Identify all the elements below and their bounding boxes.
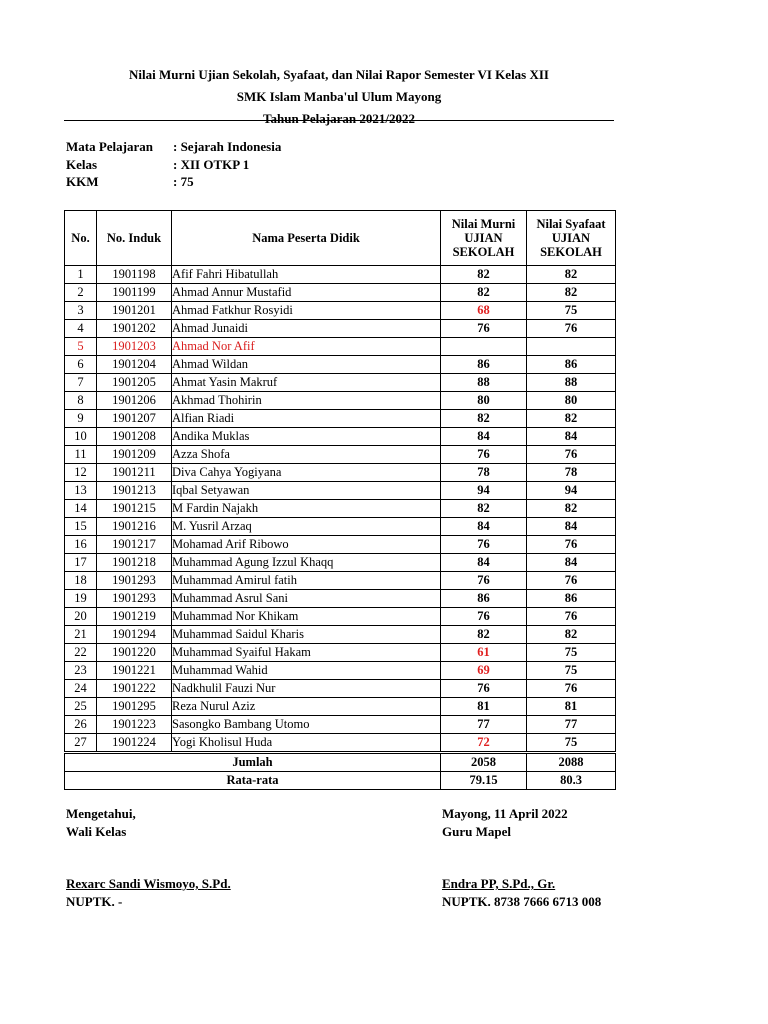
cell-no: 23 [65, 662, 97, 680]
cell-nilai-murni: 94 [441, 482, 527, 500]
cell-no: 6 [65, 356, 97, 374]
table-header-row [65, 211, 616, 266]
header-line: SEKOLAH [452, 245, 515, 259]
cell-nilai-syafaat: 76 [527, 320, 616, 338]
table-row [65, 662, 616, 680]
table-row [65, 482, 616, 500]
sign-left-line2: Wali Kelas [66, 824, 127, 839]
rata-row [65, 772, 616, 790]
cell-nilai-syafaat: 76 [527, 446, 616, 464]
cell-no: 5 [65, 338, 97, 356]
cell-no: 22 [65, 644, 97, 662]
cell-nama: Azza Shofa [172, 446, 441, 464]
table-row [65, 302, 616, 320]
cell-nama: Muhammad Wahid [172, 662, 441, 680]
header-line: Nilai Syafaat [536, 217, 606, 231]
cell-nama: Mohamad Arif Ribowo [172, 536, 441, 554]
table-row [65, 320, 616, 338]
cell-induk: 1901294 [97, 626, 172, 644]
cell-no: 10 [65, 428, 97, 446]
rata-label: Rata-rata [65, 772, 441, 790]
cell-induk: 1901208 [97, 428, 172, 446]
cell-nilai-murni: 76 [441, 680, 527, 698]
cell-induk: 1901218 [97, 554, 172, 572]
cell-induk: 1901209 [97, 446, 172, 464]
cell-induk: 1901222 [97, 680, 172, 698]
cell-nilai-murni: 82 [441, 266, 527, 284]
cell-induk: 1901211 [97, 464, 172, 482]
cell-nilai-syafaat: 82 [527, 410, 616, 428]
meta-key: Mata Pelajaran [66, 139, 154, 154]
cell-induk: 1901223 [97, 716, 172, 734]
cell-nilai-syafaat [527, 338, 616, 356]
cell-nama: Akhmad Thohirin [172, 392, 441, 410]
table-row [65, 392, 616, 410]
cell-induk: 1901221 [97, 662, 172, 680]
cell-nama: Yogi Kholisul Huda [172, 734, 441, 753]
jumlah-label: Jumlah [65, 753, 441, 772]
cell-induk: 1901217 [97, 536, 172, 554]
cell-induk: 1901203 [97, 338, 172, 356]
cell-nilai-murni: 77 [441, 716, 527, 734]
cell-induk: 1901206 [97, 392, 172, 410]
header-nilai-syafaat [527, 211, 616, 266]
cell-no: 20 [65, 608, 97, 626]
cell-induk: 1901198 [97, 266, 172, 284]
cell-nilai-syafaat: 75 [527, 644, 616, 662]
cell-nama: Muhammad Syaiful Hakam [172, 644, 441, 662]
title-line-3: Tahun Pelajaran 2021/2022 [263, 111, 415, 126]
cell-nilai-syafaat: 94 [527, 482, 616, 500]
signature-left [66, 805, 231, 911]
cell-induk: 1901213 [97, 482, 172, 500]
cell-nilai-syafaat: 86 [527, 356, 616, 374]
cell-induk: 1901219 [97, 608, 172, 626]
title-divider [64, 120, 614, 121]
cell-nilai-syafaat: 78 [527, 464, 616, 482]
cell-nama: Ahmat Yasin Makruf [172, 374, 441, 392]
cell-induk: 1901293 [97, 572, 172, 590]
cell-induk: 1901295 [97, 698, 172, 716]
meta-key: KKM [66, 174, 99, 189]
table-row [65, 518, 616, 536]
cell-induk: 1901224 [97, 734, 172, 753]
cell-nilai-syafaat: 80 [527, 392, 616, 410]
cell-nilai-syafaat: 84 [527, 554, 616, 572]
cell-nilai-syafaat: 76 [527, 572, 616, 590]
header-line: SEKOLAH [540, 245, 602, 259]
cell-no: 9 [65, 410, 97, 428]
cell-no: 8 [65, 392, 97, 410]
meta-kkm [66, 173, 281, 191]
cell-nama: Muhammad Amirul fatih [172, 572, 441, 590]
table-row [65, 428, 616, 446]
table-row [65, 716, 616, 734]
cell-nilai-syafaat: 76 [527, 680, 616, 698]
cell-nilai-murni [441, 338, 527, 356]
table-row [65, 734, 616, 753]
cell-nilai-syafaat: 84 [527, 518, 616, 536]
signature-right [442, 805, 601, 911]
cell-nama: Ahmad Wildan [172, 356, 441, 374]
cell-no: 26 [65, 716, 97, 734]
header-nama: Nama Peserta Didik [172, 211, 441, 266]
cell-induk: 1901220 [97, 644, 172, 662]
cell-induk: 1901201 [97, 302, 172, 320]
table-row [65, 374, 616, 392]
sign-left-line1: Mengetahui, [66, 806, 136, 821]
cell-nilai-syafaat: 82 [527, 266, 616, 284]
cell-nama: Muhammad Nor Khikam [172, 608, 441, 626]
table-row [65, 698, 616, 716]
cell-no: 14 [65, 500, 97, 518]
cell-induk: 1901202 [97, 320, 172, 338]
cell-nilai-murni: 76 [441, 536, 527, 554]
table-row [65, 572, 616, 590]
cell-nama: Muhammad Saidul Kharis [172, 626, 441, 644]
meta-value: : XII OTKP 1 [173, 156, 250, 172]
table-row [65, 410, 616, 428]
meta-subject [66, 138, 281, 156]
cell-nilai-murni: 68 [441, 302, 527, 320]
sign-left-nuptk: NUPTK. - [66, 894, 123, 909]
header-line: UJIAN [464, 231, 503, 245]
table-row [65, 554, 616, 572]
cell-nilai-syafaat: 86 [527, 590, 616, 608]
title-line-1: Nilai Murni Ujian Sekolah, Syafaat, dan Nilai Rapor Semester VI Kelas XII [128, 67, 549, 82]
cell-nilai-murni: 88 [441, 374, 527, 392]
cell-induk: 1901204 [97, 356, 172, 374]
sign-right-name: Endra PP, S.Pd., Gr. [442, 876, 556, 891]
rata-sy: 80.3 [527, 772, 616, 790]
cell-no: 21 [65, 626, 97, 644]
cell-nama: Andika Muklas [172, 428, 441, 446]
grades-body [65, 266, 616, 753]
sign-left-name: Rexarc Sandi Wismoyo, S.Pd. [66, 876, 231, 891]
cell-no: 25 [65, 698, 97, 716]
meta-class [66, 156, 281, 174]
cell-no: 19 [65, 590, 97, 608]
cell-nilai-murni: 61 [441, 644, 527, 662]
cell-nilai-murni: 76 [441, 608, 527, 626]
cell-induk: 1901199 [97, 284, 172, 302]
cell-nilai-syafaat: 75 [527, 302, 616, 320]
cell-no: 2 [65, 284, 97, 302]
cell-no: 24 [65, 680, 97, 698]
cell-nilai-syafaat: 76 [527, 608, 616, 626]
table-row [65, 626, 616, 644]
jumlah-us: 2058 [441, 753, 527, 772]
cell-induk: 1901207 [97, 410, 172, 428]
cell-nama: Muhammad Asrul Sani [172, 590, 441, 608]
cell-nilai-murni: 80 [441, 392, 527, 410]
cell-induk: 1901293 [97, 590, 172, 608]
cell-nilai-syafaat: 88 [527, 374, 616, 392]
title-line-2: SMK Islam Manba'ul Ulum Mayong [236, 89, 442, 104]
header-no: No. [65, 211, 97, 266]
cell-nama: Iqbal Setyawan [172, 482, 441, 500]
meta-value: : Sejarah Indonesia [173, 139, 282, 154]
cell-nilai-syafaat: 82 [527, 500, 616, 518]
sign-right-line1: Mayong, 11 April 2022 [442, 806, 568, 821]
cell-no: 11 [65, 446, 97, 464]
grades-table [64, 210, 616, 790]
cell-nilai-murni: 82 [441, 410, 527, 428]
cell-nilai-murni: 76 [441, 572, 527, 590]
cell-nilai-syafaat: 75 [527, 734, 616, 753]
header-line: Nilai Murni [451, 217, 516, 231]
cell-no: 7 [65, 374, 97, 392]
table-row [65, 644, 616, 662]
header-nilai-murni [441, 211, 527, 266]
rata-us: 79.15 [441, 772, 527, 790]
cell-nilai-murni: 86 [441, 356, 527, 374]
cell-induk: 1901216 [97, 518, 172, 536]
cell-nama: Afif Fahri Hibatullah [172, 266, 441, 284]
table-row [65, 590, 616, 608]
table-row [65, 446, 616, 464]
cell-nilai-murni: 81 [441, 698, 527, 716]
table-row [65, 680, 616, 698]
cell-no: 18 [65, 572, 97, 590]
cell-no: 3 [65, 302, 97, 320]
table-row [65, 536, 616, 554]
cell-nilai-murni: 76 [441, 320, 527, 338]
header-line: UJIAN [551, 231, 591, 245]
jumlah-row [65, 753, 616, 772]
cell-no: 4 [65, 320, 97, 338]
cell-no: 13 [65, 482, 97, 500]
cell-nilai-syafaat: 81 [527, 698, 616, 716]
cell-nama: Nadkhulil Fauzi Nur [172, 680, 441, 698]
cell-no: 1 [65, 266, 97, 284]
cell-nama: M. Yusril Arzaq [172, 518, 441, 536]
table-row [65, 608, 616, 626]
cell-nama: Ahmad Nor Afif [172, 338, 441, 356]
table-row [65, 500, 616, 518]
cell-nilai-murni: 78 [441, 464, 527, 482]
sign-right-nuptk: NUPTK. 8738 7666 6713 008 [442, 894, 602, 909]
table-row [65, 356, 616, 374]
cell-nilai-syafaat: 76 [527, 536, 616, 554]
cell-nilai-syafaat: 84 [527, 428, 616, 446]
cell-nilai-murni: 84 [441, 428, 527, 446]
cell-no: 17 [65, 554, 97, 572]
cell-nilai-syafaat: 82 [527, 284, 616, 302]
cell-nilai-murni: 82 [441, 626, 527, 644]
cell-nilai-murni: 72 [441, 734, 527, 753]
cell-nama: Diva Cahya Yogiyana [172, 464, 441, 482]
cell-nama: Reza Nurul Aziz [172, 698, 441, 716]
table-row [65, 284, 616, 302]
jumlah-sy: 2088 [527, 753, 616, 772]
cell-no: 27 [65, 734, 97, 753]
meta-value: : 75 [173, 174, 194, 189]
sign-right-line2: Guru Mapel [442, 824, 511, 839]
cell-nilai-murni: 82 [441, 500, 527, 518]
cell-nama: Sasongko Bambang Utomo [172, 716, 441, 734]
cell-nilai-syafaat: 77 [527, 716, 616, 734]
summary-body [65, 753, 616, 790]
table-row [65, 266, 616, 284]
cell-nilai-murni: 76 [441, 446, 527, 464]
cell-nilai-murni: 84 [441, 554, 527, 572]
cell-nilai-murni: 86 [441, 590, 527, 608]
table-row [65, 464, 616, 482]
cell-no: 16 [65, 536, 97, 554]
cell-no: 15 [65, 518, 97, 536]
cell-no: 12 [65, 464, 97, 482]
cell-nama: Ahmad Fatkhur Rosyidi [172, 302, 441, 320]
cell-nama: Ahmad Annur Mustafid [172, 284, 441, 302]
cell-nilai-murni: 82 [441, 284, 527, 302]
header-induk: No. Induk [97, 211, 172, 266]
cell-induk: 1901215 [97, 500, 172, 518]
cell-nama: Alfian Riadi [172, 410, 441, 428]
cell-nilai-murni: 69 [441, 662, 527, 680]
subject-info [66, 138, 281, 191]
meta-key: Kelas [66, 156, 98, 172]
cell-nama: Ahmad Junaidi [172, 320, 441, 338]
cell-nilai-syafaat: 75 [527, 662, 616, 680]
cell-nilai-murni: 84 [441, 518, 527, 536]
cell-nama: M Fardin Najakh [172, 500, 441, 518]
cell-nilai-syafaat: 82 [527, 626, 616, 644]
cell-induk: 1901205 [97, 374, 172, 392]
table-row [65, 338, 616, 356]
cell-nama: Muhammad Agung Izzul Khaqq [172, 554, 441, 572]
